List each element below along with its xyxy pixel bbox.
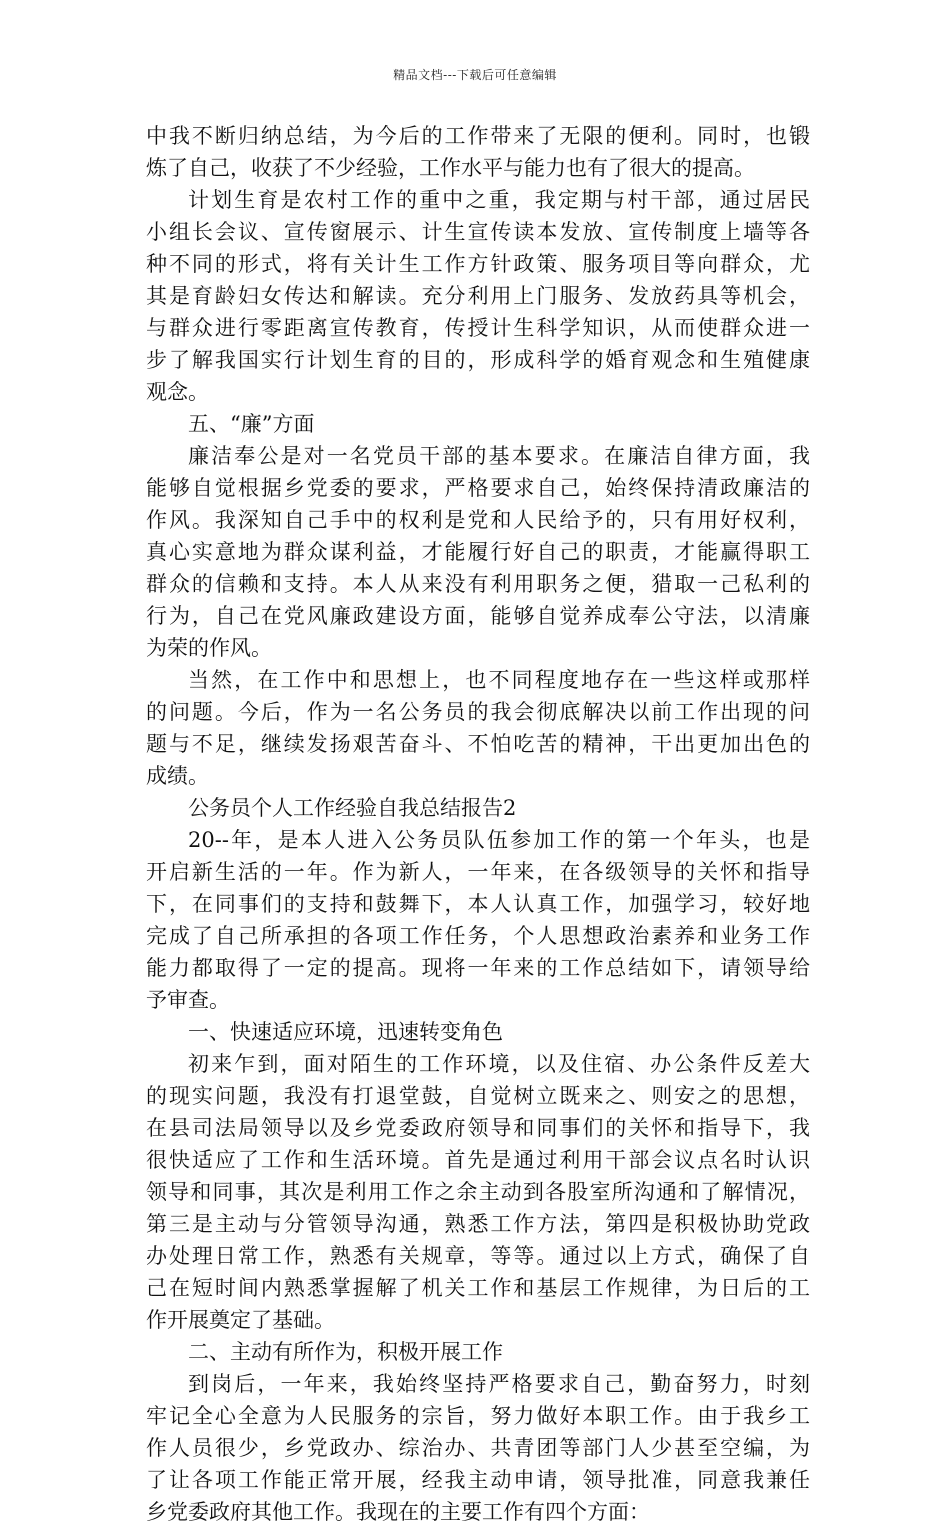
text-line: 第三是主动与分管领导沟通，熟悉工作方法，第四是积极协助党政 [146,1212,810,1236]
text-line: 真心实意地为群众谋利益，才能履行好自己的职责，才能赢得职工 [146,540,810,564]
text-line: 很快适应了工作和生活环境。首先是通过利用干部会议点名时认识 [146,1148,810,1172]
text-line: 计划生育是农村工作的重中之重，我定期与村干部，通过居民 [188,188,810,212]
text-line: 廉洁奉公是对一名党员干部的基本要求。在廉洁自律方面，我 [188,444,810,468]
text-line: 到岗后，一年来，我始终坚持严格要求自己，勤奋努力，时刻 [188,1372,810,1396]
text-line: 作风。我深知自己手中的权利是党和人民给予的，只有用好权利， [146,508,810,532]
text-line: 牢记全心全意为人民服务的宗旨，努力做好本职工作。由于我乡工 [146,1404,810,1428]
text-line: 一、快速适应环境，迅速转变角色 [188,1020,503,1044]
text-line: 的问题。今后，作为一名公务员的我会彻底解决以前工作出现的问 [146,700,810,724]
text-line: 20--年，是本人进入公务员队伍参加工作的第一个年头，也是 [188,828,810,852]
text-line: 行为，自己在党风廉政建设方面，能够自觉养成奉公守法，以清廉 [146,604,810,628]
text-line: 小组长会议、宣传窗展示、计生宣传读本发放、宣传制度上墙等各 [146,220,810,244]
text-line: 观念。 [146,380,209,404]
text-line: 当然，在工作中和思想上，也不同程度地存在一些这样或那样 [188,668,810,692]
text-line: 乡党委政府其他工作。我现在的主要工作有四个方面： [146,1500,650,1524]
text-line: 公务员个人工作经验自我总结报告2 [188,796,517,820]
document-body [146,120,810,1528]
text-line: 完成了自己所承担的各项工作任务，个人思想政治素养和业务工作 [146,924,810,948]
text-line: 作人员很少，乡党政办、综治办、共青团等部门人少甚至空编，为 [146,1436,810,1460]
text-line: 作开展奠定了基础。 [146,1308,335,1332]
text-line: 下，在同事们的支持和鼓舞下，本人认真工作，加强学习，较好地 [146,892,810,916]
text-line: 炼了自己，收获了不少经验，工作水平与能力也有了很大的提高。 [146,156,755,180]
text-line: 中我不断归纳总结，为今后的工作带来了无限的便利。同时，也锻 [146,124,810,148]
text-line: 办处理日常工作，熟悉有关规章，等等。通过以上方式，确保了自 [146,1244,810,1268]
text-line: 的现实问题，我没有打退堂鼓，自觉树立既来之、则安之的思想， [146,1084,810,1108]
text-line: 初来乍到，面对陌生的工作环境，以及住宿、办公条件反差大 [188,1052,810,1076]
text-line: 与群众进行零距离宣传教育，传授计生科学知识，从而使群众进一 [146,316,810,340]
text-line: 己在短时间内熟悉掌握解了机关工作和基层工作规律，为日后的工 [146,1276,810,1300]
text-line: 能力都取得了一定的提高。现将一年来的工作总结如下，请领导给 [146,956,810,980]
text-line: 群众的信赖和支持。本人从来没有利用职务之便，猎取一己私利的 [146,572,810,596]
text-line: 了让各项工作能正常开展，经我主动申请，领导批准，同意我兼任 [146,1468,810,1492]
text-line: 为荣的作风。 [146,636,272,660]
page-header: 精品文档---下载后可任意编辑 [393,68,557,82]
text-line: 成绩。 [146,764,209,788]
text-line: 二、主动有所作为，积极开展工作 [188,1340,503,1364]
text-line: 种不同的形式，将有关计生工作方针政策、服务项目等向群众，尤 [146,252,810,276]
text-line: 五、“廉”方面 [188,412,315,436]
text-line: 步了解我国实行计划生育的目的，形成科学的婚育观念和生殖健康 [146,348,810,372]
text-line: 领导和同事，其次是利用工作之余主动到各股室所沟通和了解情况， [146,1180,810,1204]
text-line: 能够自觉根据乡党委的要求，严格要求自己，始终保持清政廉洁的 [146,476,810,500]
text-line: 其是育龄妇女传达和解读。充分利用上门服务、发放药具等机会， [146,284,810,308]
text-line: 在县司法局领导以及乡党委政府领导和同事们的关怀和指导下，我 [146,1116,810,1140]
text-line: 开启新生活的一年。作为新人，一年来，在各级领导的关怀和指导 [146,860,810,884]
text-line: 题与不足，继续发扬艰苦奋斗、不怕吃苦的精神，干出更加出色的 [146,732,810,756]
text-line: 予审查。 [146,988,230,1012]
